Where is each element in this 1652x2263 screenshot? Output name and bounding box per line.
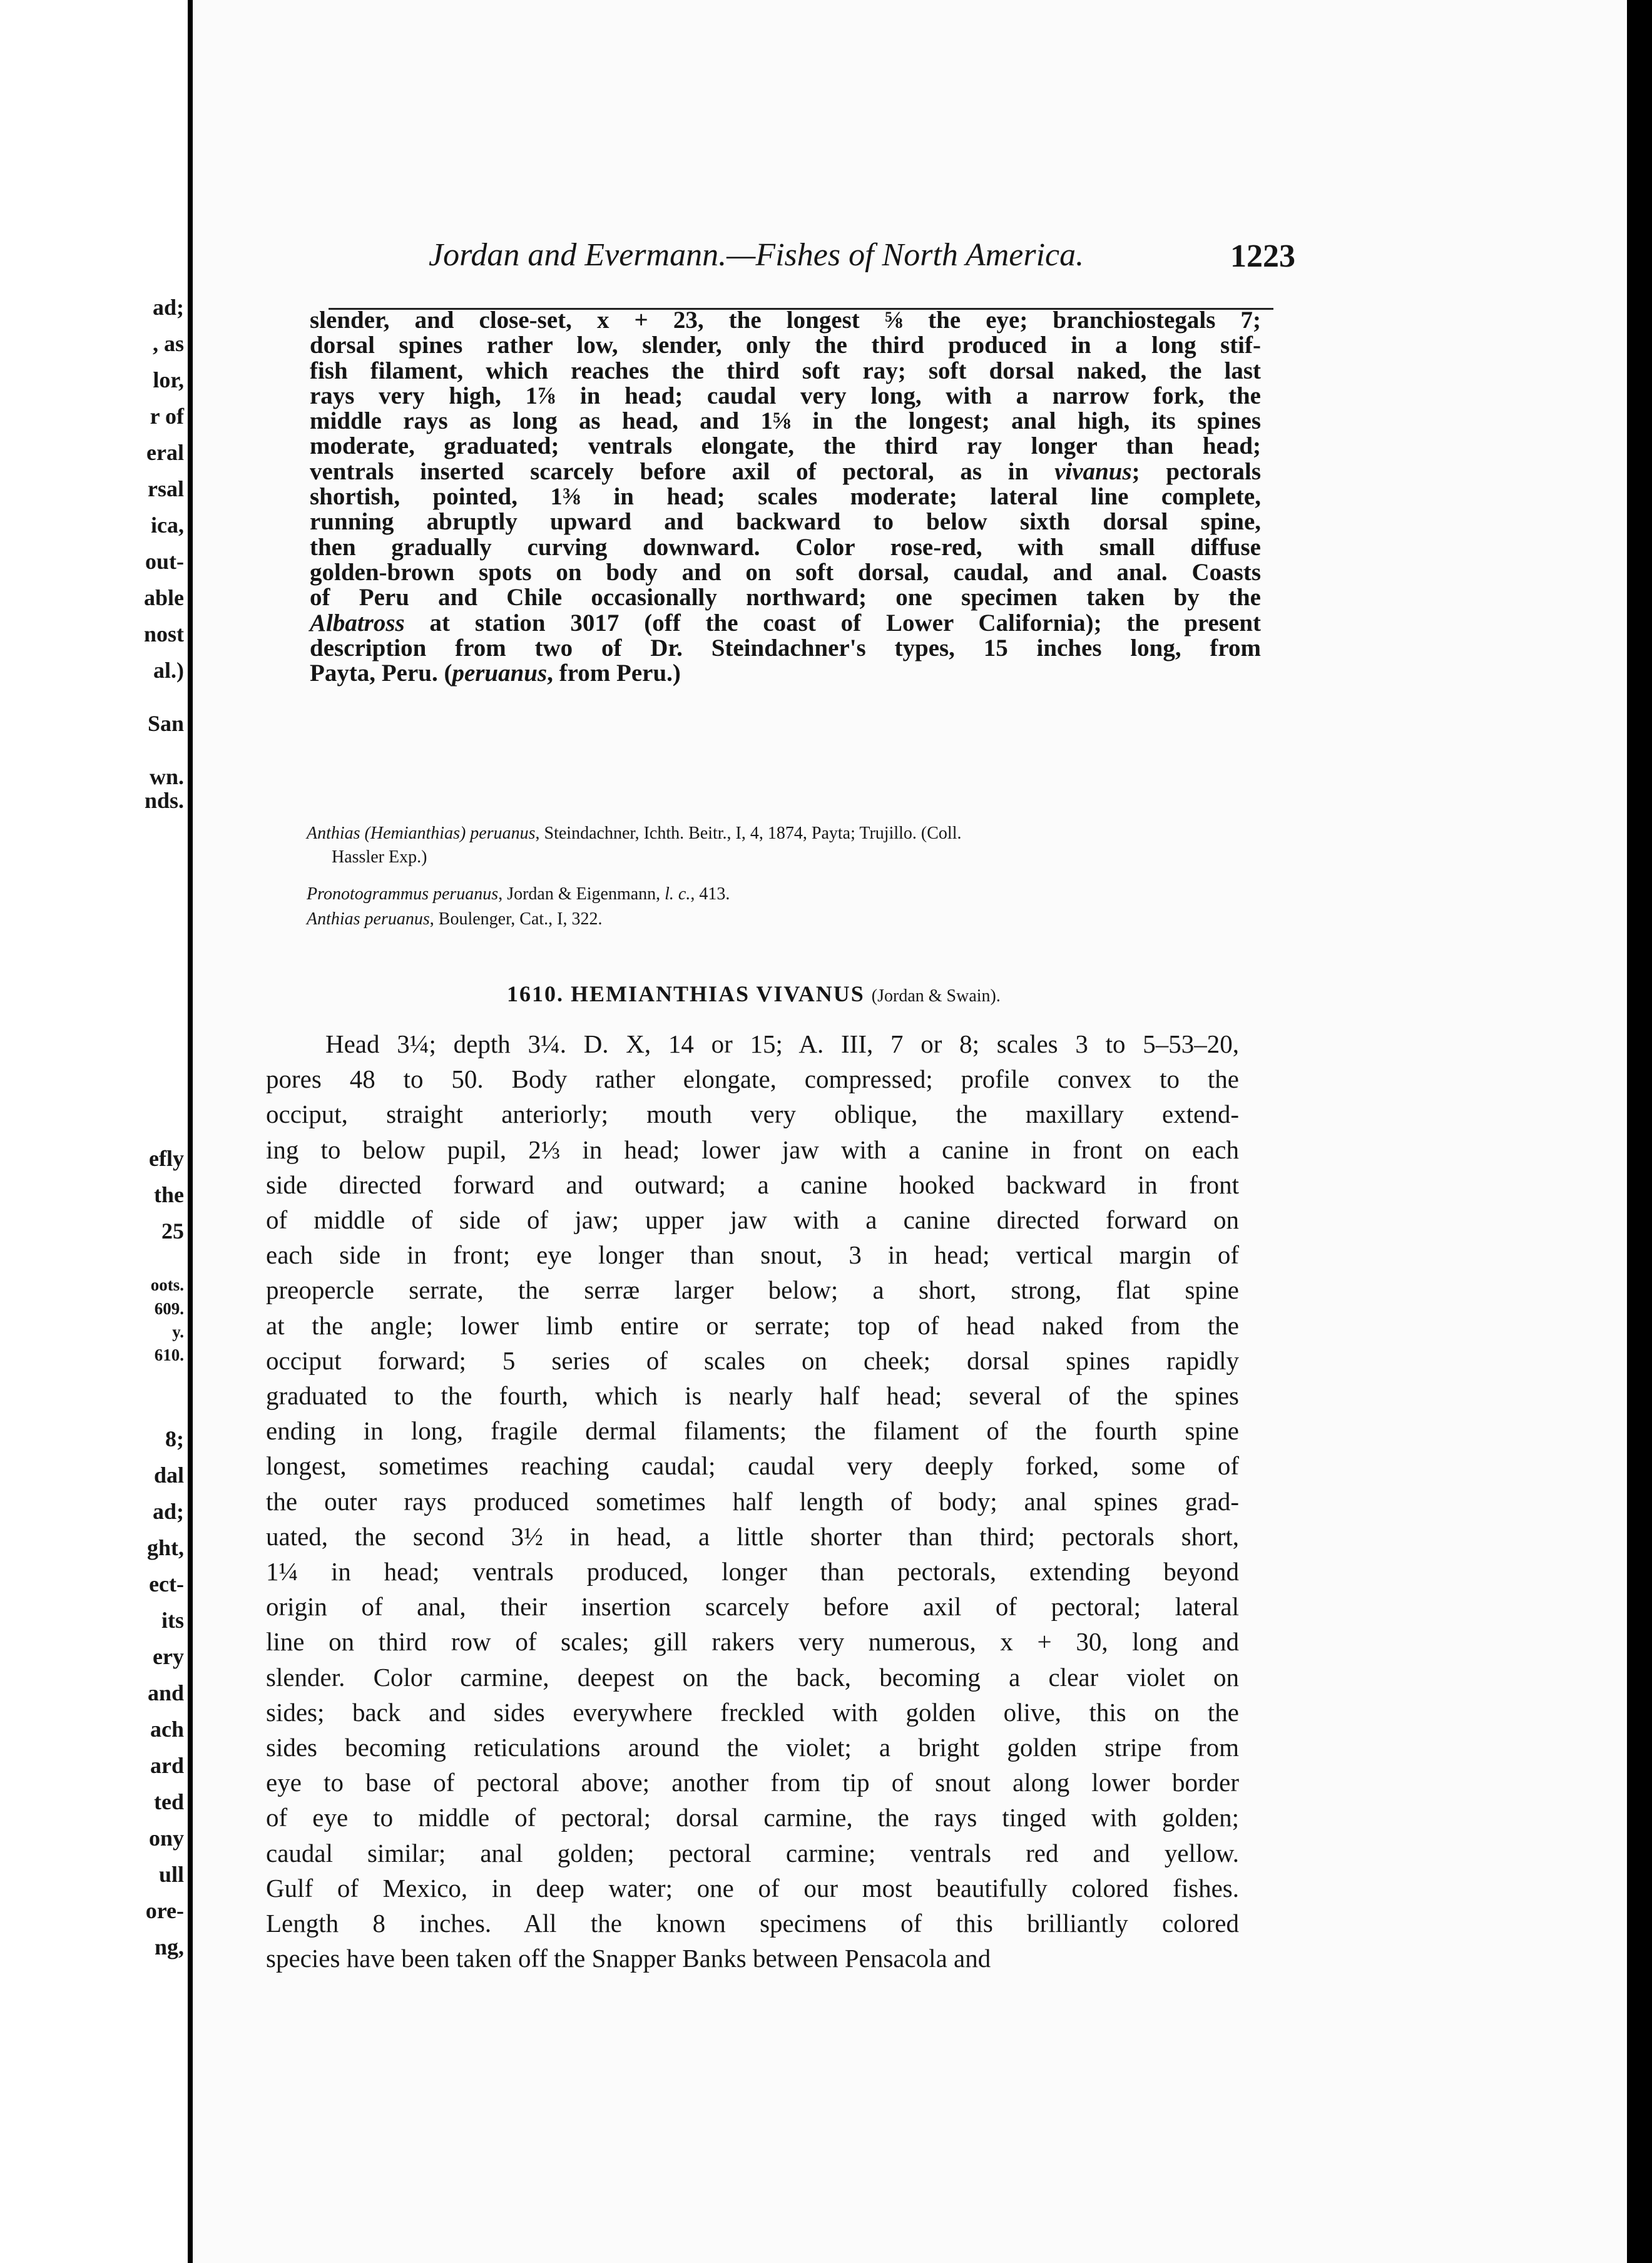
running-title: Jordan and Evermann.—Fishes of North America.: [429, 237, 1084, 273]
facing-page-fragment: ica,: [151, 513, 184, 538]
synonymy-entry: [307, 907, 1258, 931]
continuation-line: fish filament, which reaches the third soft ray; soft dorsal naked, the last: [310, 357, 1261, 384]
description-line: caudal similar; anal golden; pectoral carmine; ventrals red and yellow.: [266, 1838, 1239, 1867]
facing-page-fragment: nds.: [144, 788, 184, 813]
facing-page-fragment: , as: [152, 331, 184, 356]
continuation-line: description from two of Dr. Steindachner's types, 15 inches long, from: [310, 634, 1261, 662]
continuation-line: of Peru and Chile occasionally northward; one specimen taken by the: [310, 584, 1261, 611]
description-line: species have been taken off the Snapper Banks between Pensacola and: [266, 1944, 991, 1973]
facing-page-fragment: efly: [149, 1146, 184, 1171]
description-line: line on third row of scales; gill rakers very numerous, x + 30, long and: [266, 1627, 1239, 1657]
synonymy-entry-continued: Hassler Exp.): [332, 847, 427, 867]
description-line: at the angle; lower limb entire or serrate; top of head naked from the: [266, 1310, 1239, 1340]
binding-gutter: [188, 0, 193, 2263]
synonym-citation: , Jordan & Eigenmann,: [498, 884, 665, 904]
description-line: Gulf of Mexico, in deep water; one of our most beautifully colored fishes.: [266, 1873, 1239, 1903]
continuation-line: Albatross at station 3017 (off the coast of Lower California); the present: [310, 609, 1261, 636]
facing-page-fragment: ore-: [145, 1898, 184, 1923]
facing-page-fragment: out-: [145, 549, 184, 574]
facing-page-fragment: ect-: [149, 1571, 184, 1596]
facing-page-fragment: ony: [148, 1826, 184, 1851]
synonym-name: Pronotogrammus peruanus: [307, 884, 499, 904]
synonym-name: Anthias (Hemianthias) peruanus: [307, 824, 536, 843]
facing-page-fragment: y.: [172, 1322, 184, 1341]
facing-page-fragment: 25: [161, 1218, 184, 1244]
description-line: graduated to the fourth, which is nearly half head; several of the spines: [266, 1381, 1239, 1411]
facing-page-fragment: able: [143, 585, 184, 610]
facing-page-fragment: ull: [158, 1862, 184, 1887]
continuation-line: slender, and close-set, x + 23, the longest ⅝ the eye; branchiostegals 7;: [310, 307, 1261, 334]
description-line: origin of anal, their insertion scarcely before axil of pectoral; lateral: [266, 1592, 1239, 1622]
description-line: side directed forward and outward; a canine hooked backward in front: [266, 1170, 1239, 1199]
facing-page-fragment: rsal: [148, 476, 184, 501]
facing-page-fragment: ng,: [154, 1934, 184, 1959]
scan-border: [1627, 0, 1652, 2263]
facing-page-fragment: ach: [150, 1717, 184, 1742]
facing-page-fragment: ted: [154, 1789, 184, 1814]
facing-page-fragment: lor,: [153, 367, 184, 392]
species-description: [266, 1026, 1239, 1976]
facing-page: [0, 0, 188, 2263]
continuation-line: middle rays as long as head, and 1⅝ in the longest; anal high, its spines: [310, 407, 1261, 435]
facing-page-fragment: r of: [150, 404, 184, 429]
description-line: sides; back and sides everywhere freckled with golden olive, this on the: [266, 1697, 1239, 1727]
species-heading: [507, 981, 1001, 1007]
facing-page-fragment: ad;: [152, 1499, 184, 1524]
description-line: pores 48 to 50. Body rather elongate, compressed; profile convex to the: [266, 1065, 1239, 1094]
description-line: sides becoming reticulations around the violet; a bright golden stripe from: [266, 1733, 1239, 1762]
facing-page-fragment: 610.: [154, 1346, 184, 1364]
synonymy-entry: [307, 822, 1258, 845]
facing-page-fragment: nost: [143, 621, 184, 646]
facing-page-fragment: wn.: [149, 764, 184, 789]
facing-page-fragment: 609.: [154, 1299, 184, 1318]
description-line: each side in front; eye longer than snout, 3 in head; vertical margin of: [266, 1240, 1239, 1270]
facing-page-fragment: its: [161, 1608, 184, 1633]
facing-page-fragment: ght,: [146, 1535, 184, 1560]
synonym-citation: , 413.: [690, 884, 730, 904]
description-line: occiput forward; 5 series of scales on cheek; dorsal spines rapidly: [266, 1346, 1239, 1375]
continuation-line: moderate, graduated; ventrals elongate, the third ray longer than head;: [310, 432, 1261, 460]
facing-page-fragment: the: [154, 1182, 184, 1207]
continuation-line: shortish, pointed, 1⅜ in head; scales moderate; lateral line complete,: [310, 483, 1261, 511]
facing-page-fragment: ad;: [152, 295, 184, 320]
facing-page-fragment: dal: [153, 1463, 184, 1488]
description-line: eye to base of pectoral above; another from tip of snout along lower border: [266, 1768, 1239, 1797]
facing-page-fragment: eral: [146, 440, 184, 465]
description-line: ing to below pupil, 2⅓ in head; lower jaw with a canine in front on each: [266, 1135, 1239, 1164]
description-line: of eye to middle of pectoral; dorsal carmine, the rays tinged with golden;: [266, 1803, 1239, 1832]
synonym-citation: , Steindachner, Ichth. Beitr., I, 4, 1874, Payta; Trujillo. (Coll.: [535, 824, 962, 843]
description-line: preopercle serrate, the serræ larger below; a short, strong, flat spine: [266, 1275, 1239, 1305]
page-header: [232, 237, 1295, 280]
description-line: the outer rays produced sometimes half length of body; anal spines grad-: [266, 1486, 1239, 1516]
synonym-citation: , Boulenger, Cat., I, 322.: [429, 909, 603, 929]
description-line: 1¼ in head; ventrals produced, longer than pectorals, extending beyond: [266, 1557, 1239, 1586]
continuation-line: then gradually curving downward. Color rose-red, with small diffuse: [310, 533, 1261, 561]
continuation-line: ventrals inserted scarcely before axil of pectoral, as in vivanus; pectorals: [310, 457, 1262, 485]
description-line: slender. Color carmine, deepest on the back, becoming a clear violet on: [266, 1662, 1239, 1692]
species-authority: (Jordan & Swain).: [871, 986, 1001, 1006]
continuation-line: rays very high, 1⅞ in head; caudal very long, with a narrow fork, the: [310, 382, 1261, 409]
facing-page-fragment: San: [147, 711, 184, 736]
continuation-paragraph: [310, 308, 1261, 686]
page-number: 1223: [1230, 238, 1295, 274]
description-line: ending in long, fragile dermal filaments; the filament of the fourth spine: [266, 1416, 1239, 1446]
description-line: uated, the second 3½ in head, a little shorter than third; pectorals short,: [266, 1521, 1239, 1551]
continuation-line: dorsal spines rather low, slender, only the third produced in a long stif-: [310, 332, 1261, 359]
continuation-line: golden-brown spots on body and on soft dorsal, caudal, and anal. Coasts: [310, 558, 1261, 586]
continuation-line: Payta, Peru. (peruanus, from Peru.): [310, 660, 681, 687]
facing-page-fragment: and: [147, 1680, 184, 1705]
facing-page-fragment: oots.: [150, 1275, 184, 1294]
description-line: of middle of side of jaw; upper jaw with a canine directed forward on: [266, 1205, 1239, 1235]
species-number-name: 1610. HEMIANTHIAS VIVANUS: [507, 981, 865, 1006]
description-line: Head 3¼; depth 3¼. D. X, 14 or 15; A. III, 7 or 8; scales 3 to 5–53–20,: [325, 1029, 1239, 1058]
facing-page-fragment: ery: [153, 1644, 184, 1669]
description-line: occiput, straight anteriorly; mouth very oblique, the maxillary extend-: [266, 1100, 1239, 1129]
description-line: longest, sometimes reaching caudal; caudal very deeply forked, some of: [266, 1451, 1239, 1481]
facing-page-fragment: ard: [150, 1753, 184, 1778]
synonym-citation-italic: l. c.: [665, 884, 691, 904]
synonymy-entry: [307, 882, 1258, 906]
continuation-line: running abruptly upward and backward to below sixth dorsal spine,: [310, 508, 1261, 536]
description-line: Length 8 inches. All the known specimens of this brilliantly colored: [266, 1909, 1239, 1938]
facing-page-fragment: 8;: [165, 1426, 184, 1451]
facing-page-fragment: al.): [153, 658, 184, 683]
synonym-name: Anthias peruanus: [307, 909, 430, 929]
